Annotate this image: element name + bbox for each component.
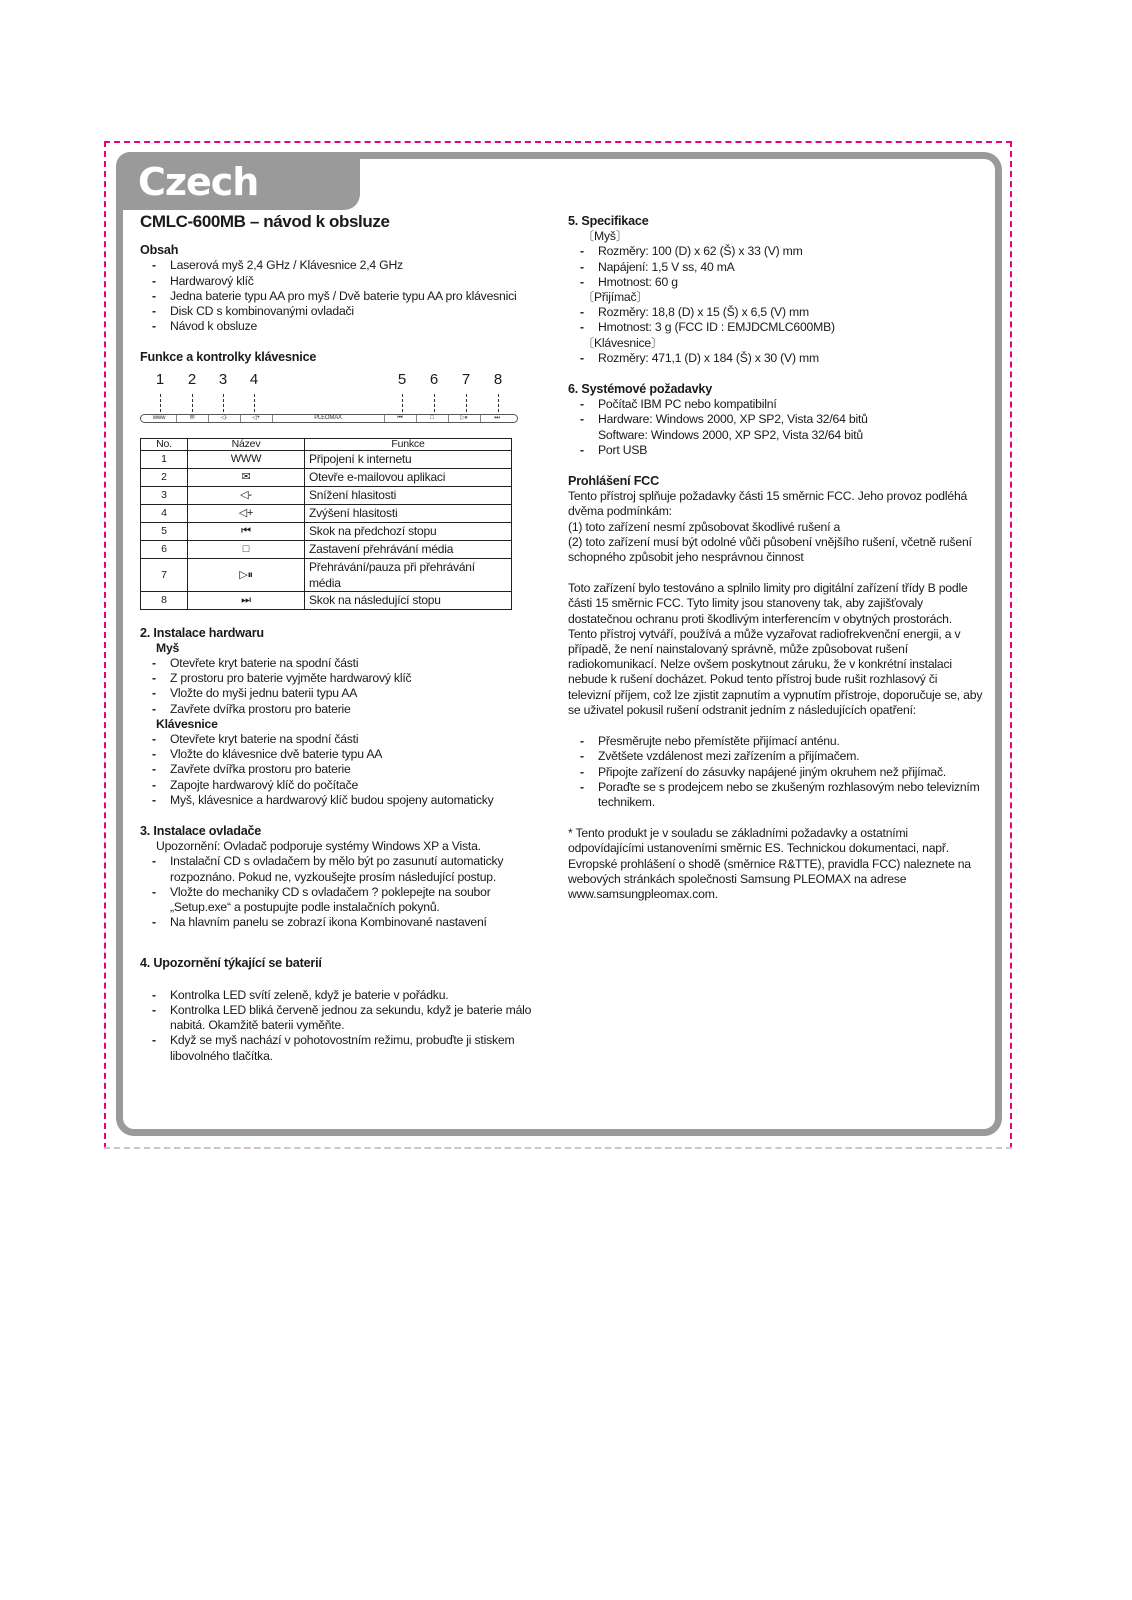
next-track-key-icon: ⏭	[480, 415, 513, 422]
table-row: 1 WWW Připojení k internetu	[141, 450, 512, 468]
table-header: Název	[188, 438, 305, 450]
list-item: - Myš, klávesnice a hardwarový klíč budou spojeny automaticky	[140, 793, 540, 808]
list-item: - Hardwarový klíč	[140, 274, 540, 289]
drv-note: Upozornění: Ovladač podporuje systémy Windows XP a Vista.	[156, 839, 481, 854]
volume-down-icon: ◁-	[188, 486, 305, 504]
list-item: - Připojte zařízení do zásuvky napájené jiným okruhem než přijímač.	[568, 765, 983, 780]
fcc-para2: Toto zařízení bylo testováno a splnilo limity pro digitální zařízení třídy B podle části 15 směrnic FCC. Tyto limity jsou stanoveny tak, aby zajišťovaly dostatečnou ochranu proti škodlivým interferencím v obytných prostorách. Tento přístroj vytváří, používá a může vyzařovat radiofrekvenční energii, a v případě, že není nainstalovaný správně, může způsobovat rušení radiokomunikací. Nelze ovšem poskytnout záruku, že v konkrétní instalaci nebude k rušení docházet. Pokud tento přístroj bude rušit rozhlasový či televizní příjem, což lze zjistit zapnutím a vypnutím přístroje, doporučuje se, aby se uživatel pokusil rušení odstranit jedním z následujících opatření:	[568, 581, 983, 717]
left-column	[140, 214, 540, 1064]
list-item: - Hmotnost: 3 g (FCC ID : EMJDCMLC600MB)	[568, 320, 983, 335]
list-item: - Kontrolka LED bliká červeně jednou za sekundu, když je baterie málo nabitá. Okamžitě baterii vyměňte.	[140, 1003, 540, 1033]
sys-heading: 6. Systémové požadavky	[568, 382, 713, 397]
bat-list	[140, 988, 540, 1064]
mail-key-icon: ✉	[176, 415, 207, 422]
list-item: - Vložte do klávesnice dvě baterie typu AA	[140, 747, 540, 762]
software-line: Software: Windows 2000, XP SP2, Vista 32/64 bitů	[598, 427, 864, 442]
doc-title: CMLC-600MB – návod k obsluze	[140, 212, 390, 231]
list-item: - Vložte do myši jednu baterii typu AA	[140, 686, 540, 701]
next-track-icon: ⏭	[188, 591, 305, 609]
fcc-para1: Tento přístroj splňuje požadavky části 15 směrnic FCC. Jeho provoz podléhá dvěma podmínkám:	[568, 489, 968, 519]
www-icon: WWW	[188, 450, 305, 468]
obsah-heading: Obsah	[140, 243, 179, 258]
list-item: - Jedna baterie typu AA pro myš / Dvě baterie typu AA pro klávesnici	[140, 289, 540, 304]
list-item: - Rozměry: 100 (D) x 62 (Š) x 33 (V) mm	[568, 244, 983, 259]
key-number: 1	[155, 370, 165, 388]
key-number: 7	[461, 370, 471, 388]
bat-heading: 4. Upozornění týkající se baterií	[140, 956, 322, 971]
hw-mouse-list	[140, 656, 540, 717]
list-item: - Zvětšete vzdálenost mezi zařízením a přijímačem.	[568, 749, 983, 764]
list-item: - Zapojte hardwarový klíč do počítače	[140, 778, 540, 793]
key-number: 6	[429, 370, 439, 388]
prev-track-key-icon: ⏮	[384, 415, 415, 422]
obsah-list	[140, 258, 540, 334]
table-header: No.	[141, 438, 188, 450]
spec-receiver-label: 〔Přijímač〕	[582, 290, 649, 305]
stop-key-icon: □	[416, 415, 447, 422]
volume-down-key-icon: ◁-	[208, 415, 239, 422]
stop-icon: □	[188, 540, 305, 558]
fcc-heading: Prohlášení FCC	[568, 474, 659, 489]
table-row: 5 ⏮ Skok na předchozí stopu	[141, 522, 512, 540]
function-table	[140, 438, 512, 610]
spec-kbd-list	[568, 351, 983, 366]
right-column	[568, 214, 983, 902]
mail-icon: ✉	[188, 468, 305, 486]
table-header: Funkce	[305, 438, 512, 450]
www-key-icon: www	[152, 414, 166, 421]
table-row: 4 ◁+ Zvýšení hlasitosti	[141, 504, 512, 522]
language-tab-label: Czech	[138, 160, 259, 204]
list-item: - Zavřete dvířka prostoru pro baterie	[140, 762, 540, 777]
spec-receiver-list	[568, 305, 983, 335]
fcc-cond2: (2) toto zařízení musí být odolné vůči působení vnějšího rušení, včetně rušení schopného způsobit jeho nesprávnou činnost	[568, 534, 972, 565]
keyboard-diagram	[140, 372, 540, 434]
list-item: - Vložte do mechaniky CD s ovladačem ? poklepejte na soubor „Setup.exe“ a postupujte podle instalačních pokynů.	[140, 885, 540, 915]
drv-list	[140, 854, 540, 930]
spec-heading: 5. Specifikace	[568, 214, 649, 228]
fcc-cond1: (1) toto zařízení nesmí způsobovat škodlivé rušení a	[568, 519, 841, 534]
spec-mouse-label: 〔Myš〕	[582, 229, 628, 244]
hw-kbd-list	[140, 732, 540, 808]
play-pause-icon: ▷⏸	[188, 558, 305, 591]
key-number: 2	[187, 370, 197, 388]
key-number: 5	[397, 370, 407, 388]
declaration-note: * Tento produkt je v souladu se základními požadavky a ostatními odpovídajícími ustanoveními směrnic ES. Technickou dokumentaci, např. Evropské prohlášení o shodě (směrnice R&TTE), pravidla FCC) naleznete na webových stránkách společnosti Samsung PLEOMAX na adrese www.samsungpleomax.com.	[568, 826, 971, 901]
list-item: - Rozměry: 18,8 (D) x 15 (Š) x 6,5 (V) mm	[568, 305, 983, 320]
list-item: - Port USB	[568, 443, 983, 458]
list-item: - Hmotnost: 60 g	[568, 275, 983, 290]
list-item: - Návod k obsluze	[140, 319, 540, 334]
list-item: - Z prostoru pro baterie vyjměte hardwarový klíč	[140, 671, 540, 686]
key-number: 3	[218, 370, 228, 388]
fcc-list	[568, 734, 983, 810]
volume-up-key-icon: ◁+	[240, 415, 271, 422]
list-item: - Hardware: Windows 2000, XP SP2, Vista 32/64 bitů Software: Windows 2000, XP SP2, Vista 32/64 bitů	[568, 412, 983, 442]
table-row: 3 ◁- Snížení hlasitosti	[141, 486, 512, 504]
funkce-heading: Funkce a kontrolky klávesnice	[140, 350, 317, 365]
list-item: - Kontrolka LED svítí zeleně, když je baterie v pořádku.	[140, 988, 540, 1003]
spec-kbd-label: 〔Klávesnice〕	[582, 335, 663, 350]
list-item: - Disk CD s kombinovanými ovladači	[140, 304, 540, 319]
list-item: - Když se myš nachází v pohotovostním režimu, probuďte ji stiskem libovolného tlačítka.	[140, 1033, 540, 1063]
spec-mouse-list	[568, 244, 983, 290]
table-row: 8 ⏭ Skok na následující stopu	[141, 591, 512, 609]
list-item: - Instalační CD s ovladačem by mělo být po zasunutí automaticky rozpoznáno. Pokud ne, vyzkoušejte prosím následující postup.	[140, 854, 540, 884]
list-item: - Otevřete kryt baterie na spodní části	[140, 732, 540, 747]
table-row: 7 ▷⏸ Přehrávání/pauza při přehrávání média	[141, 558, 512, 591]
drv-heading: 3. Instalace ovladače	[140, 824, 262, 839]
table-row: 6 □ Zastavení přehrávání média	[141, 540, 512, 558]
hw-heading: 2. Instalace hardwaru	[140, 625, 264, 640]
prev-track-icon: ⏮	[188, 522, 305, 540]
list-item: - Napájení: 1,5 V ss, 40 mA	[568, 260, 983, 275]
list-item: - Otevřete kryt baterie na spodní části	[140, 656, 540, 671]
table-row: 2 ✉ Otevře e-mailovou aplikaci	[141, 468, 512, 486]
list-item: - Počítač IBM PC nebo kompatibilní	[568, 397, 983, 412]
hw-mouse-label: Myš	[156, 640, 180, 655]
pleomax-logo: PLEOMAX	[272, 415, 383, 422]
list-item: - Laserová myš 2,4 GHz / Klávesnice 2,4 GHz	[140, 258, 540, 273]
list-item: - Rozměry: 471,1 (D) x 184 (Š) x 30 (V) mm	[568, 351, 983, 366]
play-pause-key-icon: ▷⏸	[448, 415, 479, 422]
list-item: - Přesměrujte nebo přemístěte přijímací anténu.	[568, 734, 983, 749]
volume-up-icon: ◁+	[188, 504, 305, 522]
hw-kbd-label: Klávesnice	[156, 716, 218, 731]
list-item: - Na hlavním panelu se zobrazí ikona Kombinované nastavení	[140, 915, 540, 930]
key-number: 4	[249, 370, 259, 388]
sys-list	[568, 397, 983, 458]
key-number: 8	[493, 370, 503, 388]
list-item: - Poraďte se s prodejcem nebo se zkušeným rozhlasovým nebo televizním technikem.	[568, 780, 983, 810]
list-item: - Zavřete dvířka prostoru pro baterie	[140, 702, 540, 717]
language-tab	[116, 152, 360, 210]
